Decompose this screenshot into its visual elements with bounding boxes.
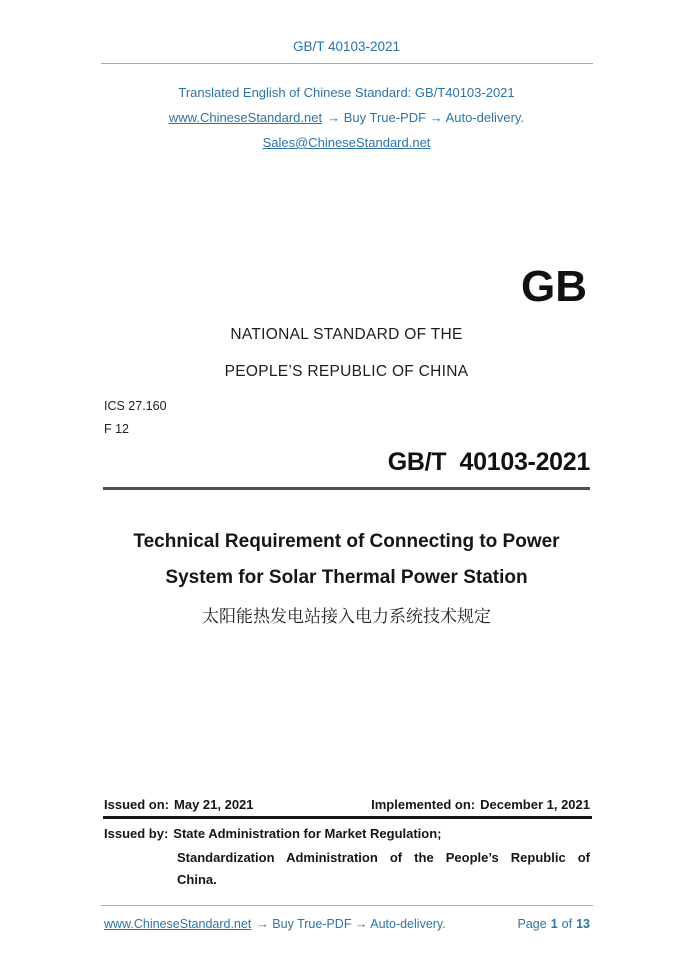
classification-code: F 12 <box>104 422 130 436</box>
issued-by-label: Issued by: <box>104 826 169 841</box>
implemented-on-label: Implemented on: <box>371 797 476 812</box>
page-label: Page <box>517 917 547 931</box>
gb-logo: GB <box>521 262 587 311</box>
page-of-label: of <box>561 917 573 931</box>
issued-by-first-org: State Administration for Market Regulation; <box>173 826 442 841</box>
issued-by-second-org-line2: China. <box>177 872 217 887</box>
standard-number-divider <box>103 487 590 490</box>
page-current: 1 <box>550 917 558 931</box>
footer-nav-rest-text: → Buy True-PDF → Auto-delivery. <box>256 917 446 931</box>
footer-divider <box>101 905 593 906</box>
issued-by-row <box>104 826 442 841</box>
page-total: 13 <box>576 917 590 931</box>
national-standard-line2: PEOPLE’S REPUBLIC OF CHINA <box>224 363 469 380</box>
issued-on <box>104 797 254 812</box>
footer-site-link[interactable]: www.ChineseStandard.net <box>104 917 252 931</box>
header-nav-line <box>0 110 693 126</box>
footer-row <box>104 917 590 931</box>
issuance-dates-row <box>104 797 590 812</box>
issued-on-date: May 21, 2021 <box>174 797 254 812</box>
implemented-on <box>371 797 590 812</box>
header-doc-code: GB/T 40103-2021 <box>292 39 401 54</box>
footer-nav-line <box>104 917 446 931</box>
issued-on-label: Issued on: <box>104 797 170 812</box>
sales-email-link[interactable]: Sales@ChineseStandard.net <box>262 135 431 150</box>
national-standard-line1: NATIONAL STANDARD OF THE <box>230 326 463 343</box>
title-english-line2: System for Solar Thermal Power Station <box>165 567 528 588</box>
title-chinese: 太阳能热发电站接入电力系统技术规定 <box>202 607 491 626</box>
ics-code: ICS 27.160 <box>104 399 167 413</box>
nav-rest-text: → Buy True-PDF → Auto-delivery. <box>327 110 525 125</box>
issued-by-second-org-line1: Standardization Administration of the People’s Republic of <box>177 850 590 865</box>
header-email-line <box>0 135 693 151</box>
title-english-line1: Technical Requirement of Connecting to Power <box>133 531 560 552</box>
standard-number: GB/T 40103-2021 <box>387 448 590 476</box>
translated-line: Translated English of Chinese Standard: GB/T40103-2021 <box>178 85 515 100</box>
page-indicator <box>518 917 591 931</box>
site-link[interactable]: www.ChineseStandard.net <box>168 110 323 125</box>
header-divider <box>101 63 593 64</box>
implemented-on-date: December 1, 2021 <box>480 797 590 812</box>
issuance-divider <box>103 816 592 819</box>
